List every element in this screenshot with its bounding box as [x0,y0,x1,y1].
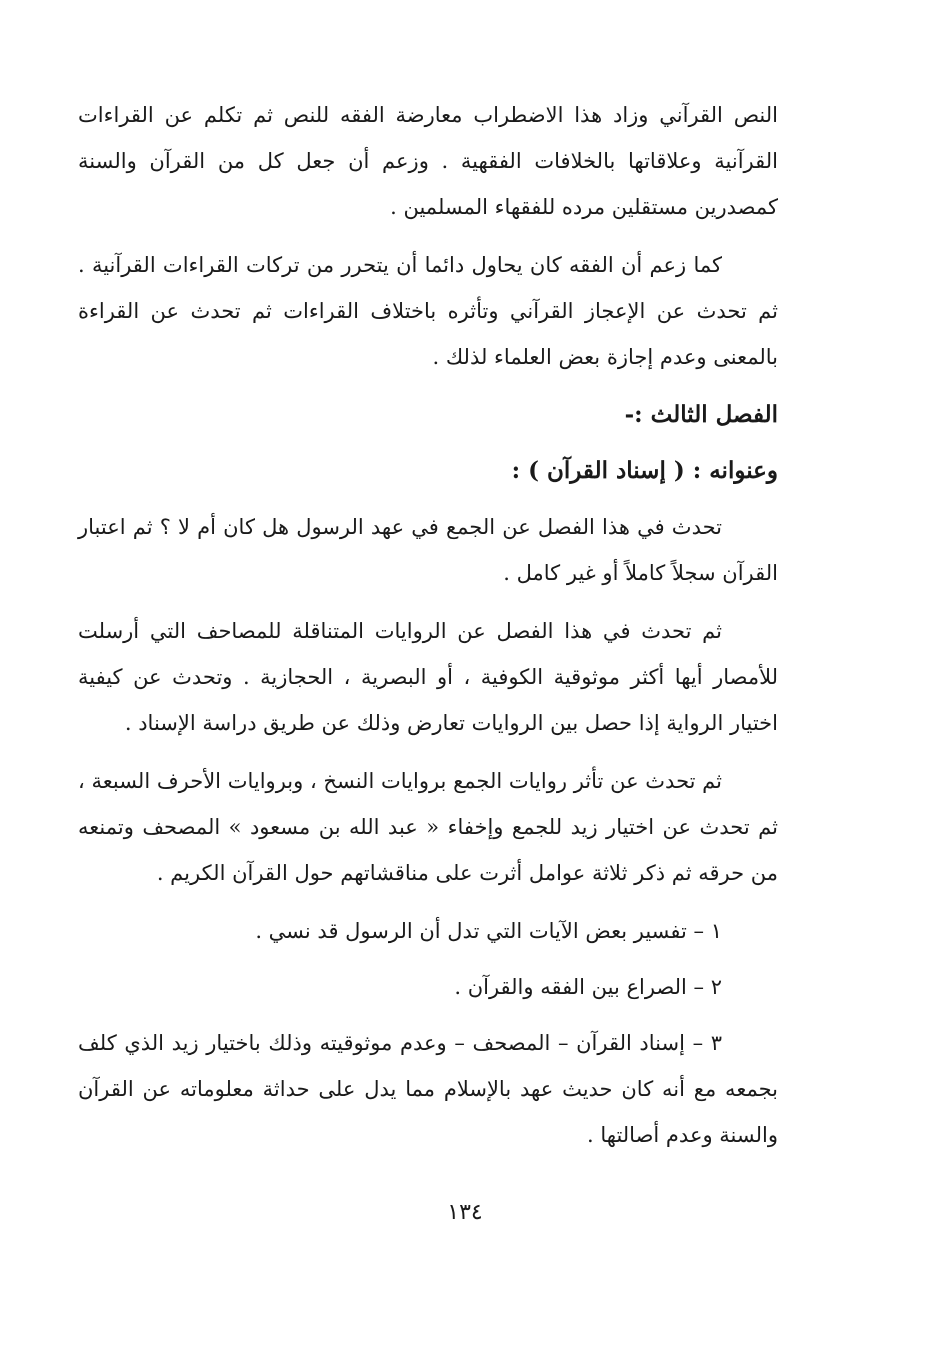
list-item-1: ١ – تفسير بعض الآيات التي تدل أن الرسول قد نسي . [255,919,722,943]
list-item-3: ٣ – إسناد القرآن – المصحف – وعدم موثوقيته وذلك باختيار زيد الذي كلف بجمعه مع أنه كان حديث عهد بالإسلام مما يدل على حداثة معلوماته عن القرآن والسنة وعدم أصالتها . [78,1031,778,1147]
chapter-heading: الفصل الثالث :- [624,401,778,428]
list-item-2: ٢ – الصراع بين الفقه والقرآن . [454,975,722,999]
chapter-title: وعنوانه : ( إسناد القرآن ) : [511,457,778,484]
page-body [78,92,778,1170]
page-number: ١٣٤ [447,1200,483,1225]
paragraph-4: ثم تحدث في هذا الفصل عن الروايات المتناقلة للمصاحف التي أرسلت للأمصار أيها أكثر موثوقية الكوفية ، أو البصرية ، الحجازية . وتحدث عن كيفية اختيار الرواية إذا حصل بين الروايات تعارض وذلك عن طريق دراسة الإسناد . [78,619,778,735]
paragraph-2: كما زعم أن الفقه كان يحاول دائما أن يتحرر من تركات القراءات القرآنية . ثم تحدث عن الإعجاز القرآني وتأثره باختلاف القراءات ثم تحدث عن القراءة بالمعنى وعدم إجازة بعض العلماء لذلك . [78,253,778,369]
paragraph-1: النص القرآني وزاد هذا الاضطراب معارضة الفقه للنص ثم تكلم عن القراءات القرآنية وعلاقاتها بالخلافات الفقهية . وزعم أن جعل كل من القرآن والسنة كمصدرين مستقلين مرده للفقهاء المسلمين . [78,103,778,219]
paragraph-5: ثم تحدث عن تأثر روايات الجمع بروايات النسخ ، وبروايات الأحرف السبعة ، ثم تحدث عن اختيار زيد للجمع وإخفاء « عبد الله بن مسعود » المصحف وتمنعه من حرقه ثم ذكر ثلاثة عوامل أثرت على مناقشاتهم حول القرآن الكريم . [78,769,778,885]
paragraph-3: تحدث في هذا الفصل عن الجمع في عهد الرسول هل كان أم لا ؟ ثم اعتبار القرآن سجلاً كاملاً أو غير كامل . [78,515,778,585]
